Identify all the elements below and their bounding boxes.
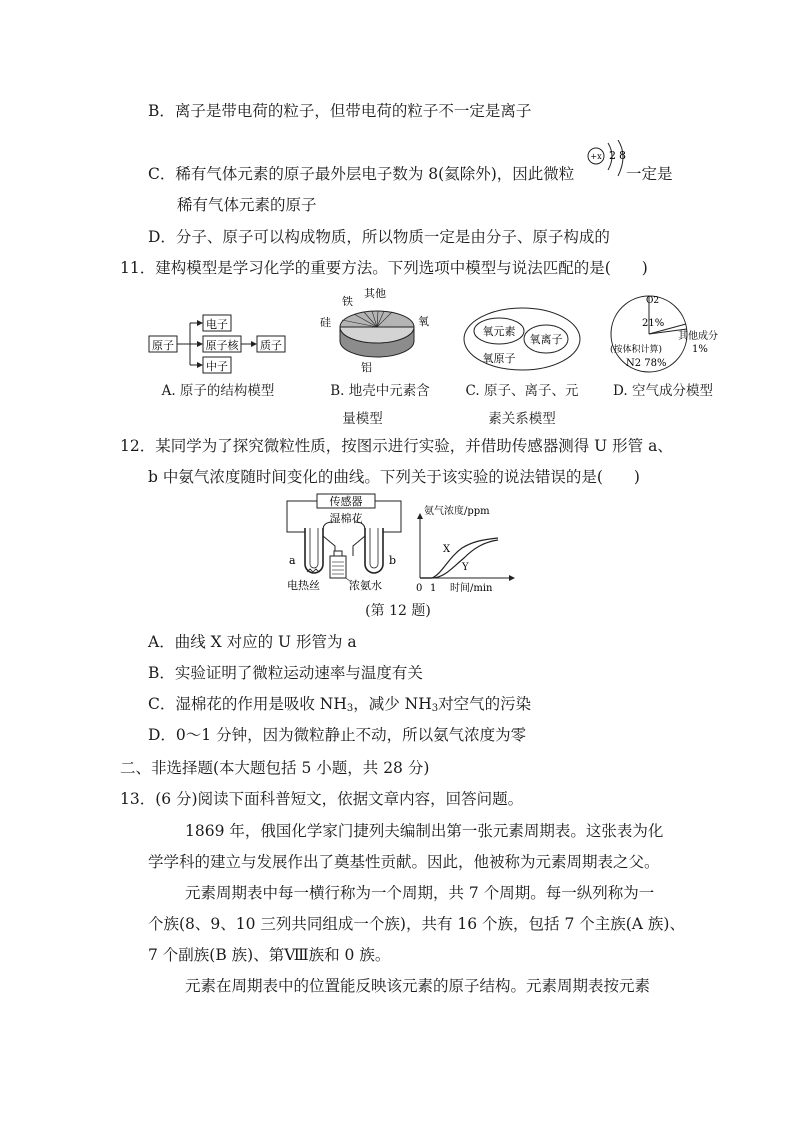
q12-stem-1: 12．某同学为了探究微粒性质，按图示进行实验，并借助传感器测得 U 形管 a、 bbox=[120, 437, 673, 455]
graph-x0: 0 bbox=[416, 583, 423, 594]
q10-option-b: B．离子是带电荷的粒子，但带电荷的粒子不一定是离子 bbox=[148, 102, 532, 120]
air-label-other: 其他成分 bbox=[678, 331, 718, 342]
pie-label-aluminum: 铝 bbox=[361, 361, 372, 374]
pie-label-other: 其他 bbox=[364, 287, 386, 300]
q13-paragraph-2-line-1: 元素周期表中每一横行称为一个周期，共 7 个周期。每一纵列称为一 bbox=[185, 884, 655, 902]
pie-label-oxygen: 氧 bbox=[418, 315, 429, 328]
air-label-n2: N2 78% bbox=[626, 358, 667, 369]
venn-label-element: 氧元素 bbox=[482, 325, 516, 338]
atom-shell-2: 8 bbox=[619, 149, 626, 162]
pie-label-iron: 铁 bbox=[342, 295, 353, 308]
pie-label-silicon: 硅 bbox=[320, 316, 331, 329]
curve-y-label: Y bbox=[462, 562, 469, 573]
q12-option-a: A．曲线 X 对应的 U 形管为 a bbox=[148, 633, 357, 651]
q10-option-c: C．稀有气体元素的原子最外层电子数为 8(氦除外)，因此微粒 bbox=[148, 165, 575, 183]
model-d-caption: D. 空气成分模型 bbox=[613, 383, 713, 399]
curve-x-label: X bbox=[443, 544, 451, 555]
q12-option-d: D．0～1 分钟，因为微粒静止不动，所以氨气浓度为零 bbox=[148, 726, 527, 744]
heater-label: 电热丝 bbox=[287, 579, 320, 592]
q13-stem: 13．(6 分)阅读下面科普短文，依据文章内容，回答问题。 bbox=[120, 790, 524, 808]
sensor-label: 传感器 bbox=[329, 495, 363, 508]
air-label-21: 21% bbox=[642, 318, 665, 329]
svg-text:电子: 电子 bbox=[206, 318, 228, 331]
svg-text:原子核: 原子核 bbox=[205, 339, 239, 352]
q13-paragraph-1-line-2: 学学科的建立与发展作出了奠基性贡献。因此，他被称为元素周期表之父。 bbox=[148, 853, 660, 871]
q12-concentration-graph bbox=[410, 500, 520, 594]
svg-text:原子: 原子 bbox=[152, 339, 174, 352]
q12-stem-2: b 中氨气浓度随时间变化的曲线。下列关于该实验的说法错误的是( ) bbox=[148, 468, 640, 486]
q13-paragraph-2-line-2: 个族(8、9、10 三列共同组成一个族)，共有 16 个族，包括 7 个主族(A 族)、 bbox=[148, 915, 685, 933]
atom-nucleus-label: +x bbox=[590, 152, 602, 161]
air-label-o2: O2 bbox=[646, 296, 660, 306]
tube-a-label: a bbox=[289, 554, 296, 567]
atom-shell-1: 2 bbox=[609, 149, 616, 162]
model-b-caption-1: B. 地壳中元素含 bbox=[330, 383, 430, 399]
model-c-caption-1: C. 原子、离子、元 bbox=[465, 383, 579, 399]
graph-ylabel: 氨气浓度/ppm bbox=[424, 506, 490, 517]
model-a-atom-structure bbox=[146, 305, 292, 375]
tube-b-label: b bbox=[389, 554, 397, 567]
graph-x1: 1 bbox=[430, 583, 437, 594]
q10-option-c-cont: 稀有气体元素的原子 bbox=[177, 196, 317, 214]
cotton-label: 湿棉花 bbox=[329, 512, 363, 525]
venn-label-atom: 氧原子 bbox=[482, 352, 516, 365]
model-c-caption-2: 素关系模型 bbox=[488, 411, 556, 427]
model-b-pie-3d bbox=[318, 285, 436, 375]
svg-text:质子: 质子 bbox=[260, 339, 282, 352]
air-label-1: 1% bbox=[692, 344, 708, 355]
svg-text:中子: 中子 bbox=[206, 360, 228, 373]
q10-option-d: D．分子、原子可以构成物质，所以物质一定是由分子、原子构成的 bbox=[148, 228, 610, 246]
air-label-volume: (按体积计算) bbox=[610, 345, 663, 355]
q12-option-c: C．湿棉花的作用是吸收 $NH_3$，减少 $NH_3$对空气的污染 bbox=[148, 695, 532, 714]
section-2-heading: 二、非选择题(本大题包括 5 小题，共 28 分) bbox=[120, 759, 430, 777]
q13-paragraph-2-line-3: 7 个副族(B 族)、第Ⅷ族和 0 族。 bbox=[148, 946, 391, 964]
model-a-caption: A. 原子的结构模型 bbox=[161, 383, 275, 399]
venn-label-ion: 氧离子 bbox=[529, 333, 563, 346]
q12-option-b: B．实验证明了微粒运动速率与温度有关 bbox=[148, 664, 423, 682]
q13-paragraph-3-line-1: 元素在周期表中的位置能反映该元素的原子结构。元素周期表按元素 bbox=[185, 977, 651, 995]
model-c-venn bbox=[462, 306, 582, 372]
graph-xlabel: 时间/min bbox=[450, 583, 493, 594]
model-d-air-pie bbox=[604, 290, 734, 376]
model-b-caption-2: 量模型 bbox=[342, 411, 383, 427]
q12-figure-caption: (第 12 题) bbox=[365, 603, 431, 619]
q12-apparatus-diagram bbox=[283, 492, 407, 594]
q10-option-c-tail: 一定是 bbox=[626, 165, 673, 183]
ammonia-label: 浓氨水 bbox=[349, 579, 382, 592]
q13-paragraph-1-line-1: 1869 年，俄国化学家门捷列夫编制出第一张元素周期表。这张表为化 bbox=[185, 822, 664, 840]
q11-stem: 11．建构模型是学习化学的重要方法。下列选项中模型与说法匹配的是( ) bbox=[120, 259, 648, 277]
